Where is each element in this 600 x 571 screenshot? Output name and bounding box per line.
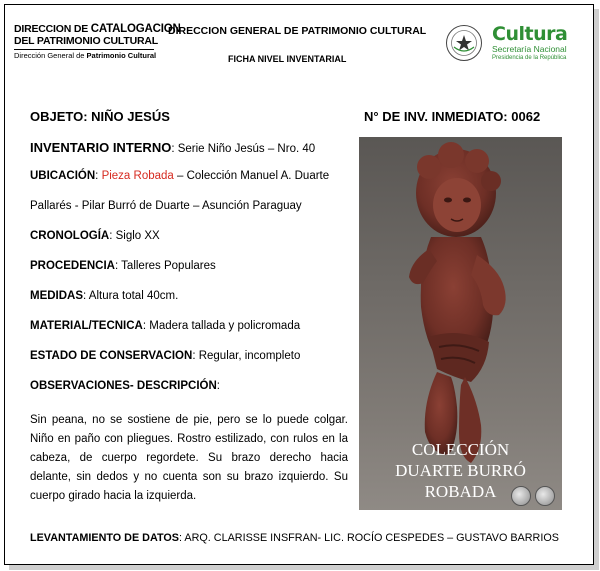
header-subtitle: FICHA NIVEL INVENTARIAL [228,54,347,64]
field-inventario-interno-value: : Serie Niño Jesús – Nro. 40 [171,143,316,155]
field-ubicacion-colon: : [95,170,102,182]
national-seal-icon [445,24,483,62]
description-text: Sin peana, no se sostiene de pie, pero se lo puede colgar. Niño en paño con pliegues. Rostro estilizado, con rulos en la cabeza, de cuerpo regordete. Su brazo derecho hacia delante, sin dedos y no cuenta son su brazo izquierdo. Su cuerpo girado hacia la izquierda. [30,414,348,502]
inventory-number: N° DE INV. INMEDIATO: 0062 [364,109,541,124]
field-material-value: : Madera tallada y policromada [142,320,301,332]
org-line-1 [14,23,181,35]
field-inventario-interno [30,140,315,155]
field-medidas-value: : Altura total 40cm. [83,290,179,302]
field-estado-value: : Regular, incompleto [192,350,301,362]
org-line-3 [14,51,156,61]
watermark-line-2: DUARTE BURRÓ [395,461,526,480]
org-line-1-bold: CATALOGACION [90,23,181,35]
field-estado [30,350,300,362]
cultura-logo [492,24,567,62]
footer-credits [30,532,559,544]
field-cronologia-label: CRONOLOGÍA [30,230,110,242]
field-observaciones-colon: : [216,380,220,392]
org-divider [14,49,154,50]
stamp-icon [535,486,555,506]
field-cronologia [30,230,160,242]
field-observaciones [30,380,220,392]
footer-value: : ARQ. CLARISSE INSFRAN- LIC. ROCÍO CESPEDES – GUSTAVO BARRIOS [178,532,559,544]
object-title: OBJETO: NIÑO JESÚS [30,109,170,124]
field-material-label: MATERIAL/TECNICA [30,320,143,332]
field-procedencia [30,260,216,272]
watermark-line-1: COLECCIÓN [411,440,510,459]
field-ubicacion [30,170,329,182]
field-medidas [30,290,178,302]
org-block [14,23,181,61]
stamp-icon [511,486,531,506]
field-medidas-label: MEDIDAS [30,290,84,302]
header-title: DIRECCION GENERAL DE PATRIMONIO CULTURAL [168,25,427,37]
org-line-1-prefix: DIRECCION DE [14,23,91,35]
field-ubicacion-label: UBICACIÓN [30,170,96,182]
field-ubicacion-value: – Colección Manuel A. Duarte [173,170,330,182]
field-material [30,320,300,332]
field-observaciones-label: OBSERVACIONES- DESCRIPCIÓN [30,380,217,392]
org-line-2: DEL PATRIMONIO CULTURAL [14,35,158,47]
footer-label: LEVANTAMIENTO DE DATOS [30,532,179,544]
logo-name: Cultura [492,23,568,45]
field-ubicacion-status: Pieza Robada [101,170,174,182]
field-procedencia-label: PROCEDENCIA [30,260,115,272]
org-line-3-prefix: Dirección General de [14,51,87,60]
watermark-line-3: ROBADA [424,482,497,501]
field-ubicacion-line2: Pallarés - Pilar Burró de Duarte – Asunción Paraguay [30,200,302,212]
org-line-3-bold: Patrimonio Cultural [86,51,157,60]
object-photo [359,137,562,510]
field-procedencia-value: : Talleres Populares [114,260,216,272]
field-inventario-interno-label: INVENTARIO INTERNO [30,140,172,155]
field-estado-label: ESTADO DE CONSERVACION [30,350,193,362]
logo-subtitle-1: Secretaría Nacional [492,44,567,54]
field-cronologia-value: : Siglo XX [109,230,160,242]
logo-subtitle-2: Presidencia de la República [492,55,567,61]
